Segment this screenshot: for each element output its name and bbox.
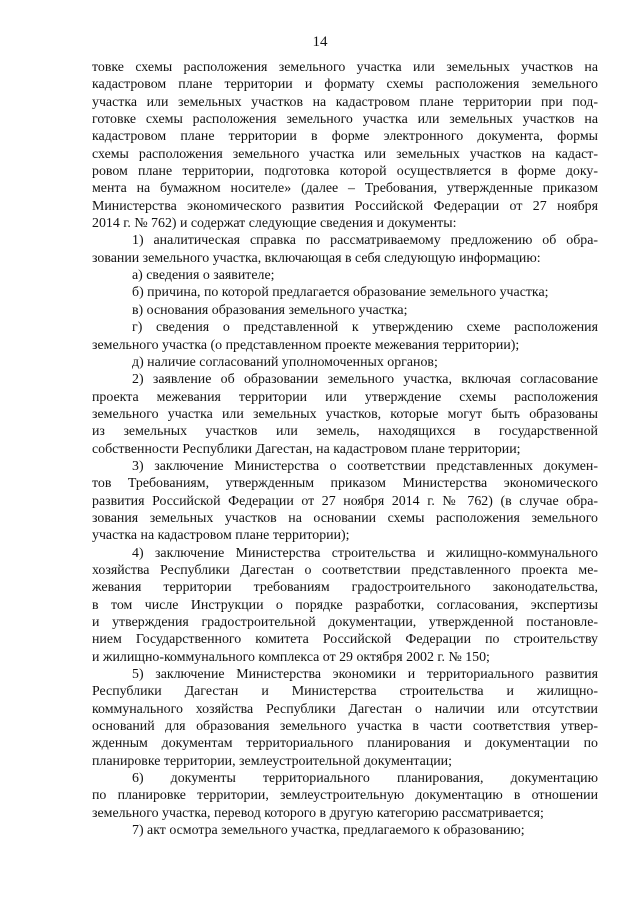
text-line: планировке территории, землеустроительной документации; bbox=[92, 753, 452, 769]
text-line: оснований для образования земельного участка в части соответствия утвер- bbox=[92, 719, 598, 735]
text-line: по планировке территории, землеустроительную документацию в отношении bbox=[92, 788, 598, 804]
text-line: д) наличие согласований уполномоченных органов; bbox=[132, 354, 438, 370]
text-line: жевания территории требованиям градостроительного законодательства, bbox=[92, 580, 598, 596]
text-line: товке схемы расположения земельного участка или земельных участков на bbox=[92, 60, 598, 75]
text-line: 1) аналитическая справка по рассматриваемому предложению об обра- bbox=[132, 233, 598, 249]
text-line: 7) акт осмотра земельного участка, предлагаемого к образованию; bbox=[132, 823, 525, 839]
text-line: коммунального хозяйства Республики Дагестан о наличии или отсутствии bbox=[92, 701, 598, 717]
text-line: ровом плане территории, подготовка которой осуществляется в форме доку- bbox=[92, 164, 598, 180]
text-line: зования земельных участков на основании схемы расположения земельного bbox=[92, 510, 598, 526]
text-line: кадастровом плане территории и формату схемы расположения земельного bbox=[92, 77, 598, 93]
text-line: в том числе Инструкции о порядке разработки, согласования, экспертизы bbox=[92, 597, 598, 613]
text-line: 6) документы территориального планирования, документацию bbox=[132, 771, 598, 787]
text-line: собственности Республики Дагестан, на кадастровом плане территории; bbox=[92, 441, 521, 457]
text-line: 3) заключение Министерства о соответствии представленных докумен- bbox=[132, 458, 598, 474]
text-line: проекта межевания территории или утверждение схемы расположения bbox=[92, 389, 598, 405]
text-line: тов Требованиям, утвержденным приказом Министерства экономического bbox=[92, 476, 598, 492]
text-line: в) основания образования земельного участка; bbox=[132, 302, 408, 318]
text-line: нием Государственного комитета Российской Федерации по строительству bbox=[92, 632, 598, 648]
text-line: участка или земельных участков на кадастровом плане территории при под- bbox=[92, 94, 598, 110]
text-line: жденным документам территориального планирования и документации по bbox=[92, 736, 598, 752]
text-line: и утверждения градостроительной документации, утвержденной постановле- bbox=[92, 615, 598, 630]
text-line: из земельных участков или земель, находящихся в государственной bbox=[92, 424, 598, 440]
text-line: Республики Дагестан и Министерства строительства и жилищно- bbox=[92, 684, 598, 700]
text-line: кадастровом плане территории в форме электронного документа, формы bbox=[92, 129, 598, 145]
text-line: 2014 г. № 762) и содержат следующие сведения и документы: bbox=[92, 216, 457, 232]
text-line: 4) заключение Министерства строительства и жилищно-коммунального bbox=[132, 545, 598, 561]
text-line: схемы расположения земельного участка или земельных участков на кадаст- bbox=[92, 146, 598, 162]
text-line: земельного участка, перевод которого в другую категорию рассматривается; bbox=[92, 805, 544, 821]
text-line: участка на кадастровом плане территории); bbox=[92, 528, 350, 544]
text-line: а) сведения о заявителе; bbox=[132, 268, 275, 284]
text-line: земельного участка или земельных участков, которые могут быть образованы bbox=[92, 406, 598, 422]
text-line: мента на бумажном носителе» (далее – Требования, утвержденные приказом bbox=[92, 181, 598, 197]
document-body-text bbox=[92, 59, 598, 839]
text-line: готовке схемы расположения земельного участка или земельных участков на bbox=[92, 112, 598, 128]
text-line: хозяйства Республики Дагестан о соответствии представленного проекта ме- bbox=[92, 562, 598, 578]
text-line: зовании земельного участка, включающая в себя следующую информацию: bbox=[92, 250, 541, 266]
text-line: г) сведения о представленной к утверждению схеме расположения bbox=[132, 320, 598, 336]
text-line: Министерства экономического развития Российской Федерации от 27 ноября bbox=[92, 198, 598, 214]
text-line: б) причина, по которой предлагается образование земельного участка; bbox=[132, 285, 549, 301]
text-line: и жилищно-коммунального комплекса от 29 октября 2002 г. № 150; bbox=[92, 649, 490, 665]
page-number: 14 bbox=[312, 34, 328, 50]
text-line: развития Российской Федерации от 27 ноября 2014 г. № 762) (в случае обра- bbox=[92, 493, 598, 509]
text-line: 5) заключение Министерства экономики и территориального развития bbox=[132, 667, 598, 683]
text-line: 2) заявление об образовании земельного участка, включая согласование bbox=[132, 372, 598, 388]
text-line: земельного участка (о представленном проекте межевания территории); bbox=[92, 337, 520, 353]
